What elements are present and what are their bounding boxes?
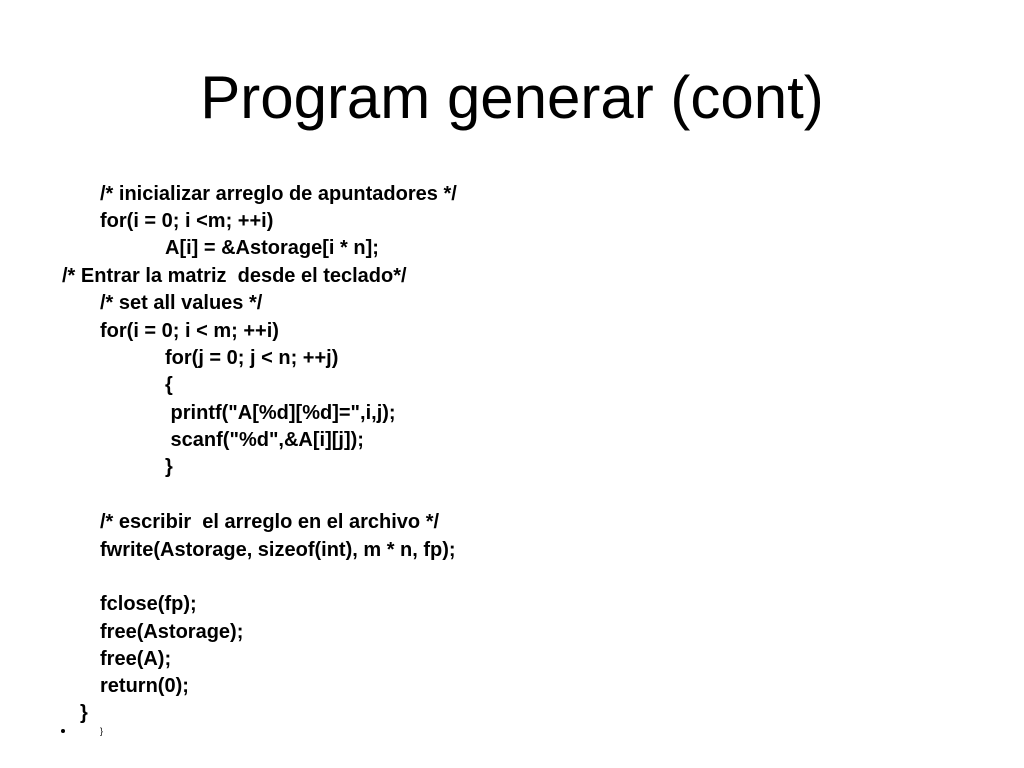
code-line: } bbox=[80, 702, 88, 724]
code-line: free(Astorage); bbox=[100, 621, 244, 643]
code-line: return(0); bbox=[100, 675, 189, 697]
code-line: for(j = 0; j < n; ++j) bbox=[165, 347, 339, 369]
code-line: for(i = 0; i <m; ++i) bbox=[100, 210, 274, 232]
code-line: fwrite(Astorage, sizeof(int), m * n, fp); bbox=[100, 539, 456, 561]
code-line: { bbox=[165, 374, 173, 396]
code-line: fclose(fp); bbox=[100, 593, 197, 615]
code-line: /* Entrar la matriz desde el teclado*/ bbox=[62, 265, 407, 287]
code-line: scanf("%d",&A[i][j]); bbox=[165, 429, 364, 451]
code-line: A[i] = &Astorage[i * n]; bbox=[165, 237, 379, 259]
code-line: /* set all values */ bbox=[100, 292, 263, 314]
slide-title: Program generar (cont) bbox=[200, 64, 824, 131]
code-line-small: } bbox=[100, 726, 104, 736]
code-line: free(A); bbox=[100, 648, 172, 670]
code-block bbox=[0, 180, 1024, 740]
code-line: printf("A[%d][%d]=",i,j); bbox=[165, 402, 396, 424]
code-line: /* escribir el arreglo en el archivo */ bbox=[100, 511, 440, 533]
code-line: } bbox=[165, 456, 173, 478]
bullet-dot-icon bbox=[61, 729, 65, 733]
code-line: for(i = 0; i < m; ++i) bbox=[100, 320, 279, 342]
code-line: /* inicializar arreglo de apuntadores */ bbox=[100, 183, 457, 205]
